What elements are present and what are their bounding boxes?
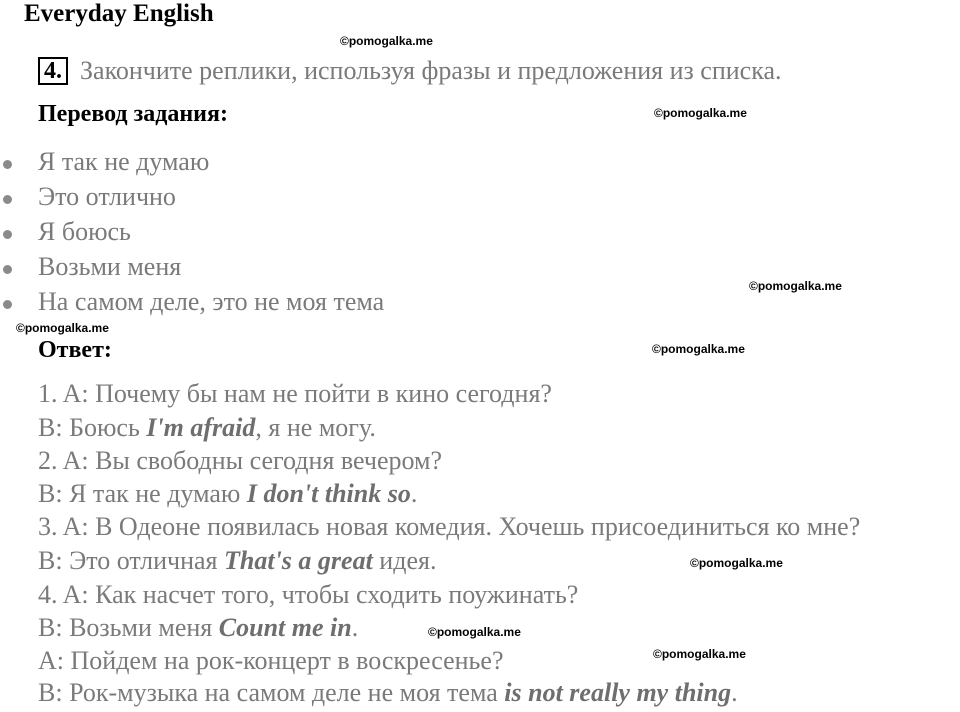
answer-text: . [731,678,738,707]
list-item: Я так не думаю [38,147,210,176]
watermark: ©pomogalka.me [428,625,521,639]
list-item: Я боюсь [38,217,131,246]
task-text: Закончите реплики, используя фразы и предложения из списка. [80,56,782,85]
watermark: ©pomogalka.me [653,647,746,661]
answer-phrase: I'm afraid [146,413,256,442]
task-number: 4. [38,57,68,85]
watermark: ©pomogalka.me [749,279,842,293]
answer-line [38,678,738,708]
answer-line [38,512,860,542]
bullet-icon [3,230,12,239]
bullet-icon [3,195,12,204]
watermark: ©pomogalka.me [654,106,747,120]
answer-line [38,446,442,476]
answer-text: B: Возьми меня [38,613,219,642]
bullet-icon [3,160,12,169]
answer-phrase: Count me in [218,613,352,642]
answer-text: B: Я так не думаю [38,479,247,508]
answer-phrase: is not really my thing [504,678,732,707]
answer-text: 4. A: Как насчет того, чтобы сходить поужинать? [38,580,579,609]
list-item: На самом деле, это не моя тема [38,287,385,316]
answer-phrase: That's a great [224,546,373,575]
answer-line [38,613,358,643]
answer-text: A: Пойдем на рок-концерт в воскресенье? [38,646,504,675]
answer-text: 1. A: Почему бы нам не пойти в кино сегодня? [38,379,552,408]
watermark: ©pomogalka.me [690,556,783,570]
answer-text: B: Это отличная [38,546,224,575]
watermark: ©pomogalka.me [16,321,109,335]
watermark: ©pomogalka.me [340,34,433,48]
answer-heading: Ответ: [38,337,112,363]
answer-line [38,546,436,576]
answer-line [38,580,578,610]
translation-heading: Перевод задания: [38,101,228,127]
bullet-icon [3,300,12,309]
answer-line [38,413,376,443]
answer-text: , я не могу. [255,413,376,442]
watermark: ©pomogalka.me [652,342,745,356]
answer-text: . [410,479,418,508]
answer-text: идея. [372,546,437,575]
answer-text: . [351,613,359,642]
answer-line [38,379,552,409]
answer-line [38,646,504,676]
answer-line [38,479,417,509]
answer-text: B: Рок-музыка на самом деле не моя тема [38,678,505,707]
page-title: Everyday English [24,0,214,27]
answer-text: 2. A: Вы свободны сегодня вечером? [38,446,443,475]
answer-phrase: I don't think so [246,479,411,508]
answer-text: B: Боюсь [38,413,147,442]
bullet-icon [3,265,12,274]
list-item: Возьми меня [38,252,182,281]
answer-text: 3. A: В Одеоне появилась новая комедия. Хочешь присоединиться ко мне? [38,512,861,541]
list-item: Это отлично [38,182,176,211]
